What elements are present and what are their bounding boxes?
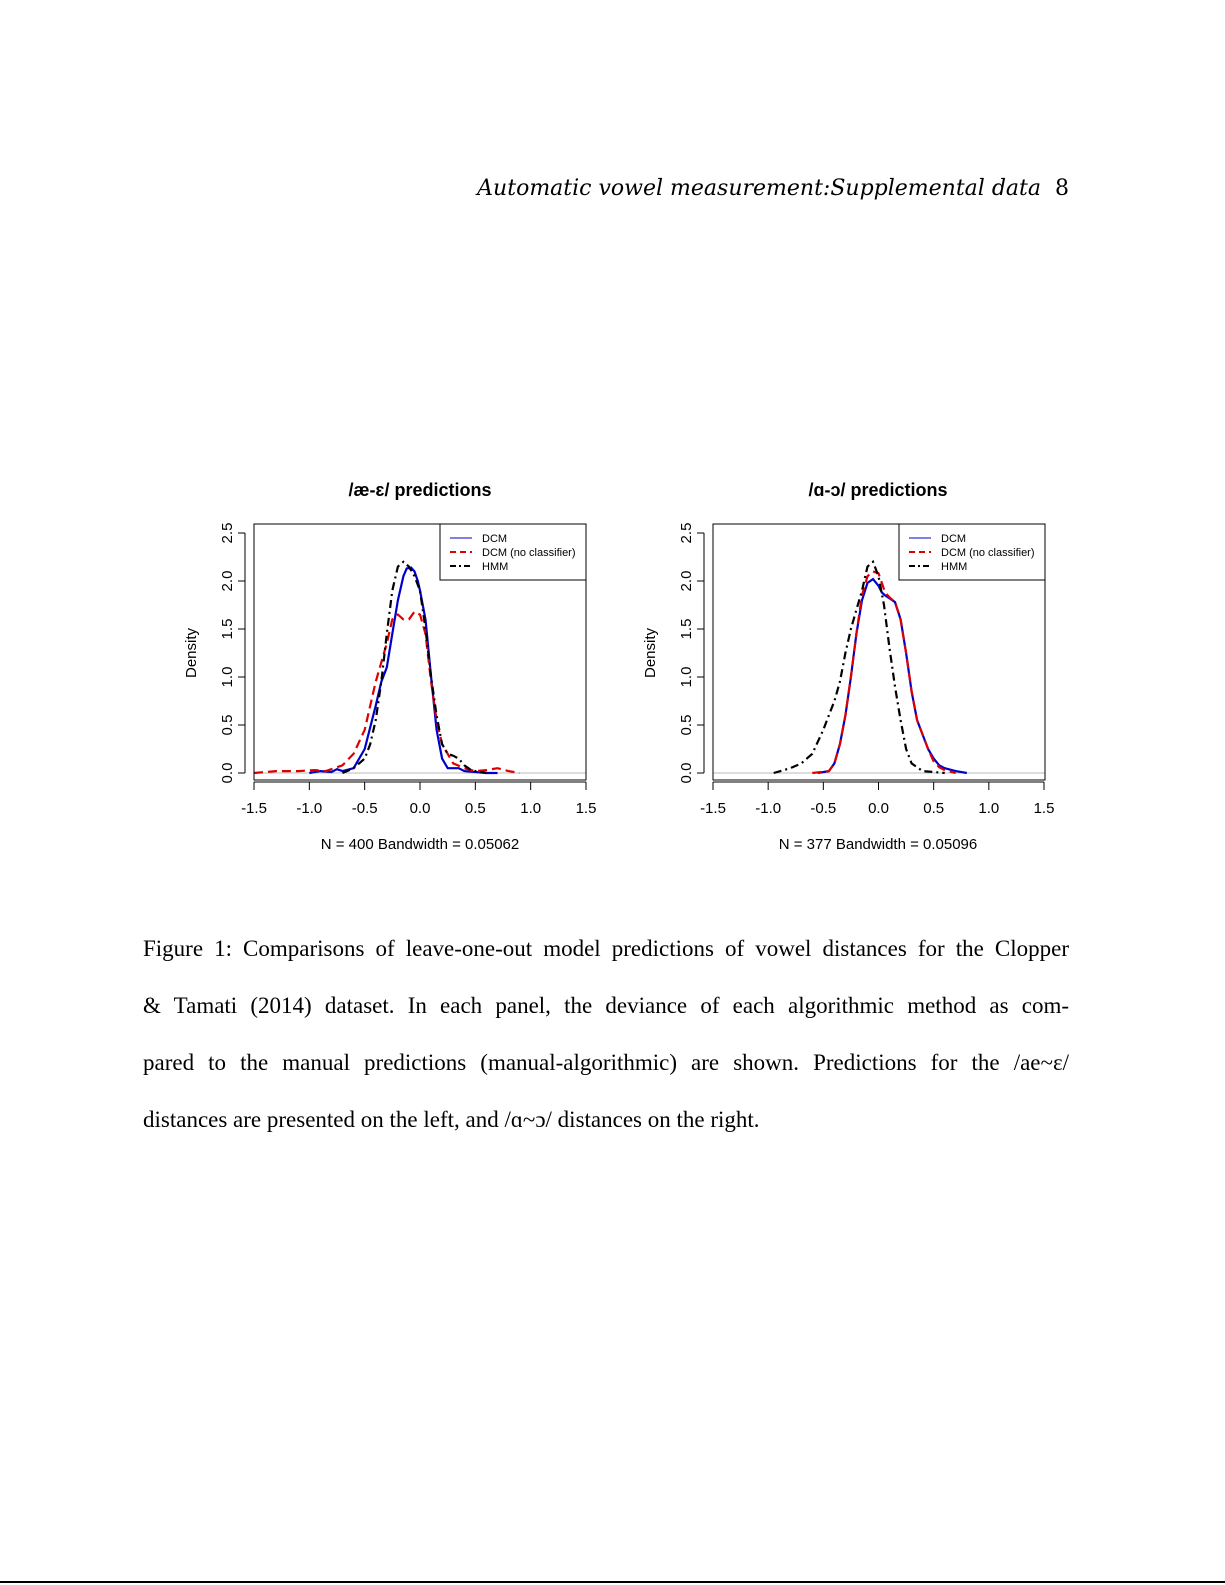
running-title: Automatic vowel measurement:Supplemental data (477, 176, 1041, 201)
x-tick-label: 1.5 (1033, 800, 1055, 817)
x-axis-label: N = 377 Bandwidth = 0.05096 (778, 836, 978, 853)
caption-line: pared to the manual predictions (manual-algorithmic) are shown. Predictions for the /ae~ɛ/ (143, 1050, 1069, 1075)
x-axis-label: N = 400 Bandwidth = 0.05062 (320, 836, 520, 853)
figure-caption (143, 920, 1069, 1148)
y-axis-label: Density (642, 627, 659, 679)
x-tick-label: 1.5 (575, 800, 597, 817)
y-tick-label: 2.0 (678, 570, 695, 592)
x-tick-label: -1.0 (296, 800, 323, 817)
y-tick-label: 1.5 (678, 618, 695, 640)
x-tick-label: 0.0 (409, 800, 431, 817)
y-tick-label: 2.0 (219, 570, 236, 592)
x-tick-label: -1.5 (700, 800, 726, 817)
y-tick-label: 1.0 (219, 666, 236, 688)
page-bottom-rule (0, 1581, 1225, 1583)
legend-entry: DCM (482, 533, 508, 545)
legend-entry: HMM (482, 561, 509, 573)
x-tick-label: 0.5 (923, 800, 945, 817)
y-tick-label: 2.5 (219, 522, 236, 544)
y-tick-label: 0.5 (219, 714, 236, 736)
series-line-hmm (343, 562, 487, 773)
caption-line: & Tamati (2014) dataset. In each panel, the deviance of each algorithmic method as com- (143, 993, 1069, 1018)
panel-ae-eh (183, 480, 596, 853)
figure-1 (0, 460, 1225, 885)
y-tick-label: 0.0 (219, 762, 236, 784)
x-tick-label: 0.5 (464, 800, 486, 817)
y-tick-label: 1.5 (219, 618, 236, 640)
running-header (0, 176, 1069, 201)
y-axis-label: Density (183, 627, 200, 679)
panel-aa-oh (642, 480, 1054, 853)
figure-svg (0, 460, 1225, 880)
y-tick-label: 1.0 (678, 666, 695, 688)
y-tick-label: 0.5 (678, 714, 695, 736)
x-tick-label: 1.0 (520, 800, 542, 817)
x-tick-label: -0.5 (351, 800, 378, 817)
y-tick-label: 0.0 (678, 762, 695, 784)
x-tick-label: -0.5 (810, 800, 837, 817)
x-tick-label: -1.5 (241, 800, 267, 817)
x-tick-label: -1.0 (755, 800, 782, 817)
legend-entry: DCM (no classifier) (482, 547, 576, 559)
caption-line: Figure 1: Comparisons of leave-one-out model predictions of vowel distances for the Clopper (143, 936, 1069, 961)
legend-entry: HMM (941, 561, 968, 573)
series-line-dcm (309, 568, 497, 773)
x-tick-label: 0.0 (868, 800, 889, 817)
page-number: 8 (1055, 176, 1069, 201)
series-line-hmm (774, 562, 945, 773)
x-tick-label: 1.0 (978, 800, 1000, 817)
chart-title: /æ-ɛ/ predictions (348, 480, 492, 500)
chart-title: /ɑ-ɔ/ predictions (808, 480, 948, 500)
legend-entry: DCM (941, 533, 967, 545)
legend-entry: DCM (no classifier) (941, 547, 1035, 559)
y-tick-label: 2.5 (678, 522, 695, 544)
caption-line: distances are presented on the left, and /ɑ~ɔ/ distances on the right. (143, 1107, 760, 1132)
